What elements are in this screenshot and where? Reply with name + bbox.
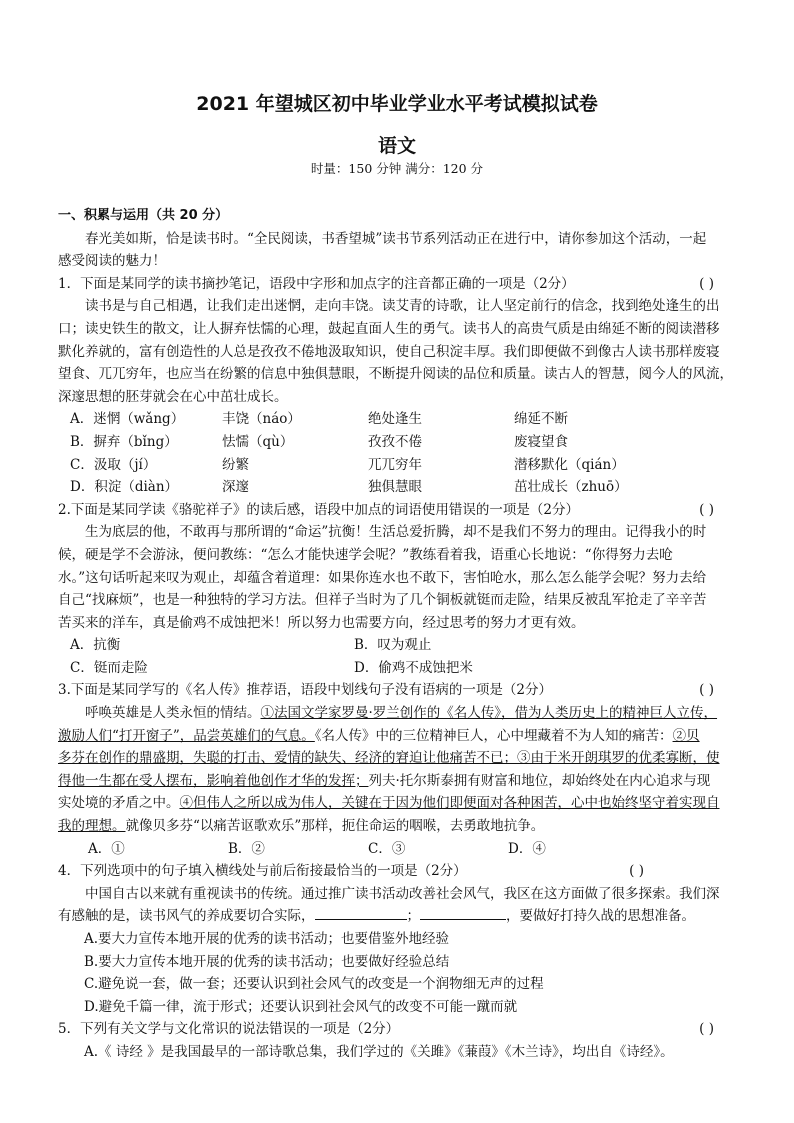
passage-line: 口；读史铁生的散文，让人摒弃怯懦的心理，鼓起直面人生的勇气。读书人的高贵气质是由绵延不断的阅读潜移 xyxy=(58,320,720,337)
underlined-sentence: ②贝 xyxy=(672,727,700,744)
option-line: C.避免说一套，做一套；还要认识到社会风气的改变是一个润物细无声的过程 xyxy=(84,976,544,993)
option-line: A.《 诗经 》是我国最早的一部诗歌总集，我们学过的《关雎》《蒹葭》《木兰诗》，均出自《诗经》。 xyxy=(84,1043,674,1060)
intro-line: 春光美如斯，恰是读书时。“全民阅读，书香望城”读书节系列活动正在进行中，请你参加这个活动，一起 xyxy=(85,230,707,247)
question-2-stem: 2.下面是某同学读《骆驼祥子》的读后感，语段中加点的词语使用错误的一项是（2分） ( ) xyxy=(58,499,744,522)
intro-line: 感受阅读的魅力！ xyxy=(58,253,166,270)
question-5-stem: 5．下列有关文学与文化常识的说法错误的一项是（2分） ( ) xyxy=(58,1018,744,1041)
underlined-sentence: 激励人们“打开窗子”，品尝英雄们的气息。 xyxy=(58,727,315,744)
option-row-cd: C．铤而走险 D．偷鸡不成蚀把米 xyxy=(70,659,473,676)
passage-line: 得他一生都在受人摆布，影响着他创作才华的发挥；列夫·托尔斯泰拥有财富和地位，却始终处在内心追求与现 xyxy=(58,772,711,789)
option-row-ab: A．抗衡 B．叹为观止 xyxy=(70,637,432,654)
exam-body xyxy=(58,205,744,1064)
passage-line: 苦买来的洋车，真是偷鸡不成蚀把米！所以努力也需要方向，经过思考的努力才更有效。 xyxy=(58,614,585,631)
underlined-sentence: ①法国文学家罗曼·罗兰创作的《名人传》，借为人类历史上的精神巨人立传， xyxy=(260,705,718,722)
exam-meta: 时量：150 分钟 满分：120 分 xyxy=(310,161,484,176)
option-row-a: A．迷惘（wǎng） 丰饶（náo） 绝处逢生 绵延不断 xyxy=(70,411,568,428)
subject-title: 语文 xyxy=(377,135,416,157)
underlined-sentence: ③由于米开朗琪罗的优柔寡断，使 xyxy=(517,750,720,767)
passage-line xyxy=(58,747,744,770)
underlined-sentence: ④但伟人之所以成为伟人，关键在于因为他们即便面对各种困苦，心中也始终坚守着实现自 xyxy=(179,795,720,812)
option-line: B.要大力宣传本地开展的优秀的读书活动；也要做好经验总结 xyxy=(84,953,450,970)
passage-line: 默化养就的，富有创造性的人总是孜孜不倦地汲取知识，使自己积淀丰厚。我们即便做不到像古人读书那样废寝 xyxy=(58,343,720,360)
fill-blank[interactable] xyxy=(420,905,506,920)
underlined-sentence: 我的理想。 xyxy=(58,818,126,835)
option-row-b: B．摒弃（bǐng） 怯懦（qù） 孜孜不倦 废寝望食 xyxy=(70,433,568,450)
underlined-sentence: 得他一生都在受人摆布，影响着他创作才华的发挥； xyxy=(58,772,369,789)
passage-line: 中国自古以来就有重视读书的传统。通过推广读书活动改善社会风气，我区在这方面做了很多探索。我们深 xyxy=(85,885,720,902)
question-4-stem: 4．下列选项中的句子填入横线处与前后衔接最恰当的一项是（2分） ( ) xyxy=(58,860,744,883)
passage-line: 实处境的矛盾之中。④但伟人之所以成为伟人，关键在于因为他们即便面对各种困苦，心中也始终坚守着实现自 xyxy=(58,795,720,812)
passage-line: 有感触的是，读书风气的养成要切合实际， ； ，要做好打持久战的思想准备。 xyxy=(58,905,744,928)
answer-paren: ( ) xyxy=(699,682,714,699)
option-line: D.避免千篇一律，流于形式；还要认识到社会风气的改变不可能一蹴而就 xyxy=(84,998,518,1015)
question-1-stem: 1．下面是某同学的读书摘抄笔记，语段中字形和加点字的注音都正确的一项是（2分） ( ) xyxy=(58,273,744,296)
passage-line: 水。”这句话听起来叹为观止，却蕴含着道理：如果你连水也不敢下，害怕呛水，那么怎么能学会呢？努力去给 xyxy=(58,569,707,586)
passage-line: 自己“找麻烦”，也是一种独特的学习方法。但祥子当时为了几个铜板就铤而走险，结果反被乱军抢走了辛辛苦 xyxy=(58,592,707,609)
answer-paren: ( ) xyxy=(699,501,714,518)
passage-line: 我的理想。就像贝多芬“以痛苦讴歌欢乐”那样，扼住命运的咽喉，去勇敢地抗争。 xyxy=(58,818,545,835)
fill-blank[interactable] xyxy=(315,905,407,920)
answer-paren: ( ) xyxy=(699,275,714,292)
answer-paren: ( ) xyxy=(699,1021,714,1038)
passage-line: 深邃思想的胚芽就会在心中茁壮成长。 xyxy=(58,388,288,405)
passage-line: 读书是与自己相遇，让我们走出迷惘，走向丰饶。读艾青的诗歌，让人坚定前行的信念，找到绝处逢生的出 xyxy=(85,298,720,315)
question-3-stem: 3.下面是某同学写的《名人传》推荐语，语段中划线句子没有语病的一项是（2分） ( ) xyxy=(58,679,744,702)
exam-title: 2021 年望城区初中毕业学业水平考试模拟试卷 xyxy=(196,93,598,115)
passage-line: 候，硬是学不会游泳，便问教练：“怎么才能快速学会呢？”教练看着我，语重心长地说：“你得努力去呛 xyxy=(58,546,673,563)
passage-line: 呼唤英雄是人类永恒的情结。①法国文学家罗曼·罗兰创作的《名人传》，借为人类历史上的精神巨人立传， xyxy=(85,705,718,722)
passage-line: 生为底层的他，不敢再与那所谓的“命运”抗衡！生活总爱折腾，却不是我们不努力的理由。记得我小的时 xyxy=(85,524,707,541)
answer-paren: ( ) xyxy=(629,863,644,880)
section-heading: 一、积累与运用（共 20 分） xyxy=(58,208,229,223)
option-row-d: D．积淀（diàn） 深邃 独俱慧眼 茁壮成长（zhuō） xyxy=(70,479,628,496)
option-row: A．① B．② C．③ D．④ xyxy=(88,840,546,857)
underlined-sentence: 多芬在创作的鼎盛期，失聪的打击、爱情的缺失、经济的窘迫让他痛苦不已； xyxy=(58,750,517,767)
option-row-c: C．汲取（jí） 纷繁 兀兀穷年 潜移默化（qián） xyxy=(70,456,625,473)
option-line: A.要大力宣传本地开展的优秀的读书活动；也要借鉴外地经验 xyxy=(84,931,450,947)
passage-line: 望食、兀兀穷年，也应当在纷繁的信息中独俱慧眼，不断提升阅读的品位和质量。读古人的智慧，阅今人的风流， xyxy=(58,366,733,383)
passage-line: 激励人们“打开窗子”，品尝英雄们的气息。《名人传》中的三位精神巨人，心中埋藏着不为人知的痛苦：②贝 xyxy=(58,727,700,744)
